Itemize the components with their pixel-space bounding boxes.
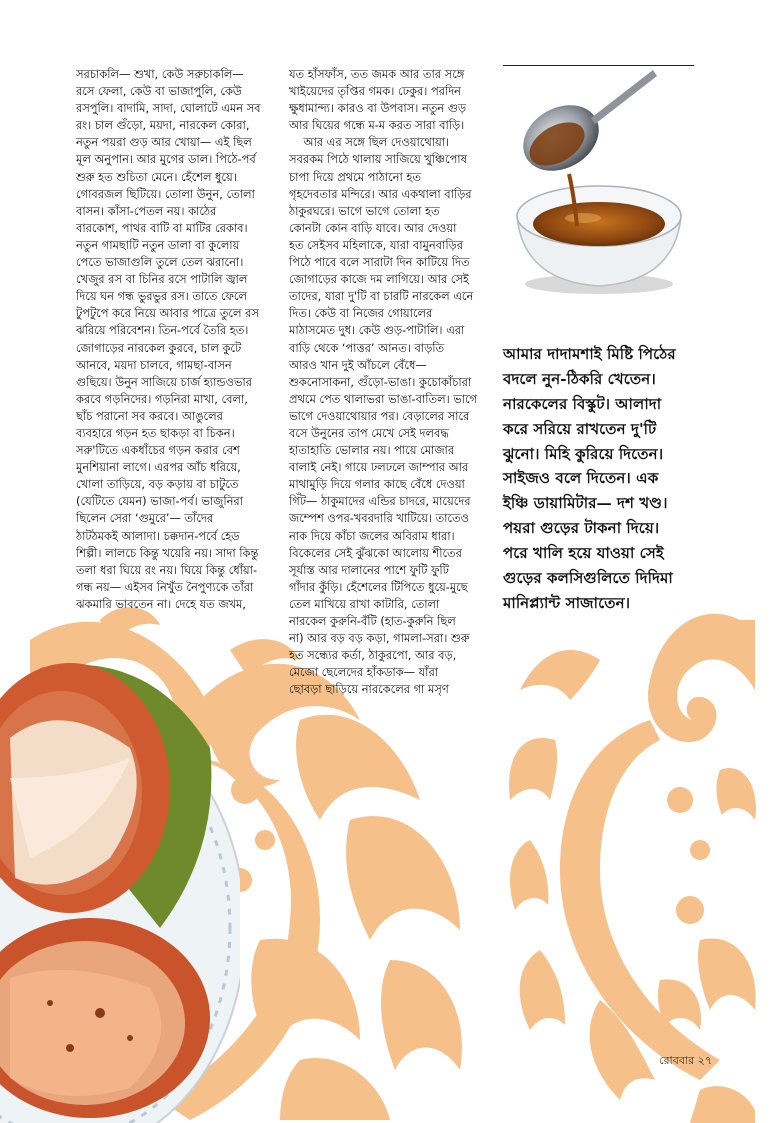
- text-line: খেজুর রস বা চিনির রসে পাটালি জ্বাল: [76, 272, 248, 287]
- pitha-plate-photo: [0, 628, 240, 1123]
- text-line: বসে উনুনের তাপ মেখে সেই দলবদ্ধ: [289, 425, 449, 440]
- pull-quote-line: মানিপ্ল্যান্ট সাজাতেন।: [503, 593, 631, 612]
- text-line: ঝকমারি ভাবতেন না। দেহে যত জখম,: [76, 596, 246, 611]
- pull-quote-line: ঝুনো। মিহি কুরিয়ে দিতেন।: [503, 444, 664, 463]
- text-line: খোলা তাড়িয়ে, বড় কড়ায় বা চাটুতে: [76, 477, 239, 492]
- text-line: শুরু হত শুচিতা মেনে। হেঁশেল ধুয়ে।: [76, 169, 237, 184]
- text-line: আরও খান দুই আঁচলে বেঁধে—: [289, 357, 427, 372]
- text-line: সূর্যাস্ত আর দালানের পাশে ফুটি ফুটি: [289, 562, 449, 577]
- text-line: দিত। কেউ বা নিজের গোয়ালের: [289, 306, 433, 321]
- text-line: সরচাকলি— শুখা, কেউ সরুচাকলি—: [76, 67, 244, 81]
- text-line: বিকেলের সেই ঝুঁঝকো আলোয় শীতের: [289, 545, 462, 560]
- text-line: পেতে ভাজাগুলি তুলে তেল ঝরানো।: [76, 255, 244, 270]
- text-line: পিঠে পাবে বলে সারাটা দিন কাটিয়ে দিত: [289, 255, 470, 270]
- text-line: যত হাঁসফাঁস, তত জমক আর তার সঙ্গে: [289, 67, 465, 81]
- text-line: ঠাকুরঘরে। ভাগে ভাগে তোলা হত: [289, 203, 440, 218]
- text-line: ছোবড়া ছাড়িয়ে নারকেলের গা মসৃণ: [289, 682, 449, 697]
- pull-quote-line: আমার দাদামশাই মিষ্টি পিঠের: [503, 345, 676, 363]
- pull-quote: [503, 342, 676, 616]
- text-line: নাক দিয়ে কাঁচা জলের অবিরাম ধারা।: [289, 528, 455, 543]
- text-line: প্রথমে পেত থালাভরা ভাঙা-বাতিল। ভাগে: [289, 391, 478, 406]
- text-line: খাইয়েদের তৃপ্তির গমক। ঢেকুর। পরদিন: [289, 84, 461, 99]
- text-line: না) আর বড় বড় কড়া, গামলা-সরা। শুরু: [289, 631, 470, 646]
- text-line: গোবরজল ছিটিয়ে। তোলা উনুন, তোলা: [76, 186, 255, 201]
- text-line: হাতাহাতি ভোলার নয়। পায়ে মোজার: [289, 443, 455, 458]
- honey-spoon-bowl-photo: [503, 66, 693, 302]
- text-line: জোগাড়ের কাজে দম লাগিয়ে। আর সেই: [289, 272, 469, 287]
- pull-quote-line: পরে খালি হয়ে যাওয়া সেই: [503, 544, 664, 563]
- pull-quote-line: গুড়ের কলসিগুলিতে দিদিমা: [503, 569, 673, 588]
- text-line: করবে গড়নিদের। গড়নিরা মাখা, বেলা,: [76, 391, 248, 406]
- text-line: মূল অনুপান। আর মুগের ডাল। পিঠে-পর্ব: [76, 152, 256, 167]
- text-line: তেল মাখিয়ে রাখা কাটারি, তোলা: [289, 596, 440, 611]
- text-line: গন্ধ নয়— এইসব নিখুঁত নৈপুণ্যকে তাঁরা: [76, 579, 254, 594]
- text-line: নারকেল কুরুনি-বঁটি (হাত-কুরুনি ছিল: [289, 614, 456, 628]
- text-line: আর এর সঙ্গে ছিল দেওয়াথোয়া।: [289, 135, 450, 150]
- text-line: বালাই নেই। গায়ে ঢলঢলে জাম্পার আর: [289, 460, 469, 475]
- text-line: মেজো ছেলেদের হাঁকডাক— যাঁরা: [289, 665, 439, 680]
- text-line: হত সন্ধ্যের কর্তা, ঠাকুরপো, আর বড়,: [289, 648, 457, 663]
- text-line: ছাঁচ পরানো সব করবে। আঙুলের: [76, 408, 223, 423]
- text-line: ঝরিয়ে পরিবেশন। তিন-পর্বে তৈরি হত।: [76, 323, 249, 338]
- text-line: চাপা দিয়ে প্রথমে পাঠানো হত: [289, 169, 421, 184]
- text-line: তলা ধরা ঘিয়ে রং নয়। ঘিয়ে কিন্তু ধোঁয়া-: [76, 562, 258, 577]
- article-column-1: [76, 66, 261, 613]
- pull-quote-line: ইঞ্চি ডায়ামিটার— দশ খণ্ড।: [503, 494, 668, 513]
- text-line: শিল্পী। লালচে কিন্তু খয়েরি নয়। সাদা কিন্তু: [76, 545, 259, 560]
- text-line: রসে ফেলা, কেউ বা ভাজাপুলি, কেউ: [76, 84, 242, 99]
- text-line: মুনশিয়ানা লাগে। এরপর আঁচ ধরিয়ে,: [76, 460, 241, 475]
- text-line: গৃহদেবতার মন্দিরে। আর একথালা বাড়ির: [289, 186, 472, 201]
- text-line: রসপুলি। বাদামি, সাদা, ঘোলাটে এমন সব: [76, 101, 261, 116]
- text-line: সবরকম পিঠে থালায় সাজিয়ে খুঞ্চিপোষ: [289, 152, 467, 167]
- text-line: (যেটিতে যেমন) ভাজা-পর্ব। ভাজুনিরা: [76, 494, 243, 509]
- text-line: তাদের, যারা দু'টি বা চারটি নারকেল এনে: [289, 289, 474, 304]
- text-line: টুপটুপে করে নিয়ে আবার পাত্রে তুলে রস: [76, 306, 259, 321]
- text-line: ব্যবহারে গড়ন হত ছাকড়া বা চিকন।: [76, 425, 235, 440]
- page-footer: রোববার ২৭: [659, 1054, 712, 1067]
- text-line: ক্ষুধামান্দ্য। কারও বা উপবাস। নতুন গুড়: [289, 101, 466, 116]
- text-line: বাড়ি থেকে ‘পাত্তর’ আনত। বাড়তি: [289, 340, 445, 355]
- text-line: আনবে, ময়দা চালবে, গামছা-বাসন: [76, 357, 232, 372]
- text-line: কোনটা কোন বাড়ি যাবে। আর দেওয়া: [289, 220, 457, 235]
- text-line: আর ঘিয়ের গন্ধে ম-ম করত সারা বাড়ি।: [289, 118, 465, 133]
- pull-quote-line: বদলে নুন-ঠিকরি খেতেন।: [503, 369, 656, 388]
- text-line: মাঠাসমেত দুধ। কেউ গুড়-পাটালি। এরা: [289, 323, 465, 338]
- pull-quote-line: নারকেলের বিস্কুট। আলাদা: [503, 394, 662, 413]
- pull-quote-line: করে সরিয়ে রাখতেন দু'টি: [503, 419, 657, 438]
- text-line: জোগাড়ের নারকেল কুরবে, চাল কুটে: [76, 340, 242, 355]
- text-line: বাসন। কাঁসা-পেতল নয়। কাঠের: [76, 203, 217, 218]
- pull-quote-line: পয়রা গুড়ের টাকনা দিয়ে।: [503, 519, 660, 538]
- text-line: শুকনোসাকনা, গুঁড়ো-ভাঙা। কুচোকাঁচারা: [289, 374, 472, 389]
- text-line: গিঁট— ঠাকুমাদের এন্ডির চাদরে, মায়েদের: [289, 494, 471, 509]
- paisley-ornament-right: [509, 614, 756, 1123]
- pull-quote-line: সাইজও বলে দিতেন। এক: [503, 469, 659, 488]
- text-line: দিয়ে ঘন গন্ধ ভুরভুর রস। তাতে ফেলে: [76, 289, 247, 304]
- text-line: মাথামুড়ি দিয়ে গলার কাছে বেঁধে দেওয়া: [289, 477, 465, 492]
- text-line: গাঁদার কুঁড়ি। হেঁশেলের টিপিতে ধুয়ে-মুছে: [289, 579, 468, 594]
- text-line: জম্পেশ ওপর-খবরদারি খাটিয়ে। তাতেও: [289, 511, 469, 526]
- text-line: ঠাটঠমকই আলাদা। চক্কদান-পর্বে হেড: [76, 528, 240, 543]
- text-line: হত সেইসব মহিলাকে, যারা বামুনবাড়ির: [289, 237, 463, 252]
- text-line: নতুন গামছাটি নতুন ডালা বা কুলোয়: [76, 237, 240, 252]
- text-line: সরু'টিতে একধাঁচের গড়ন করার বেশ: [76, 443, 240, 458]
- text-line: বারকোশ, পাথর বাটি বা মাটির রেকাব।: [76, 220, 248, 235]
- text-line: ছিলেন সেরা ‘গুমুরে’— তাঁদের: [76, 511, 214, 526]
- text-line: রং। চাল গুঁড়ো, ময়দা, নারকেল কোরা,: [76, 118, 250, 133]
- article-column-2: [289, 66, 477, 698]
- text-line: নতুন পয়রা গুড় আর খোয়া— এই ছিল: [76, 135, 252, 150]
- text-line: ভাগে দেওয়াথোয়ার পর। বেড়ালের সারে: [289, 408, 470, 423]
- text-line: গুছিয়ে। উনুন সাজিয়ে চার্জ হ্যান্ডওভার: [76, 374, 252, 389]
